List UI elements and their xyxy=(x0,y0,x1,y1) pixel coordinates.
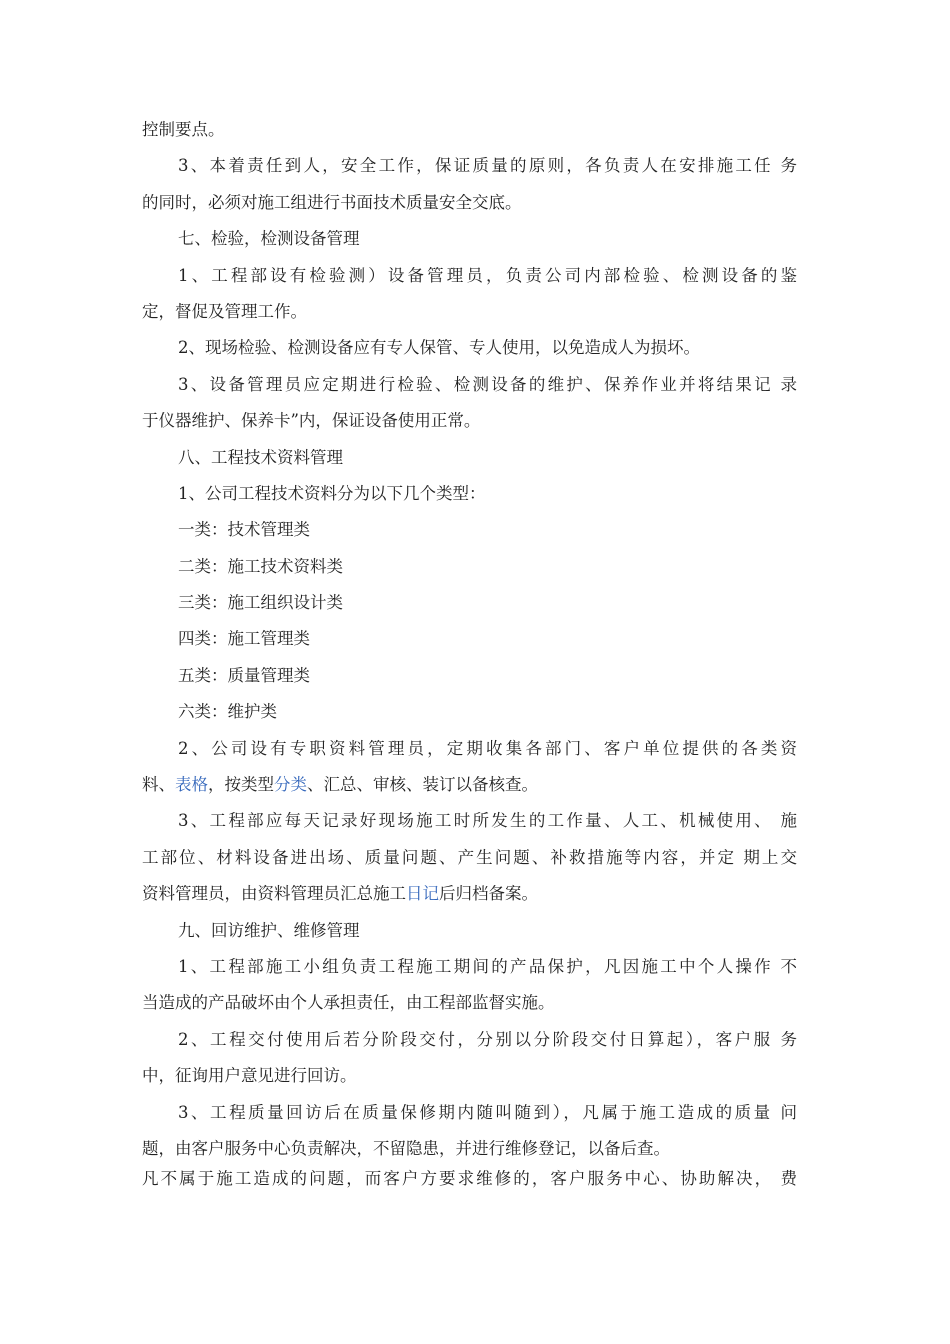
text-line xyxy=(142,1022,797,1058)
text-segment: 九、回访维护、维修管理 xyxy=(178,920,360,940)
text-segment: 一类：技术管理类 xyxy=(178,520,310,540)
text-segment: 二类：施工技术资料类 xyxy=(178,556,343,576)
text-segment: 、汇总、审核、装订以备核查。 xyxy=(307,775,538,795)
text-segment: 1、工程部设有检验测）设备管理员，负责公司内部检验、检测设备的鉴 xyxy=(178,265,797,285)
text-segment: 六类：维护类 xyxy=(178,702,277,722)
text-line xyxy=(142,221,797,257)
text-line xyxy=(142,767,797,803)
text-line xyxy=(142,876,797,912)
text-line xyxy=(142,913,797,949)
text-line xyxy=(142,1058,797,1094)
text-segment: 3、设备管理员应定期进行检验、检测设备的维护、保养作业并将结果记 录 xyxy=(178,374,797,394)
inline-link[interactable]: 日记 xyxy=(406,884,439,904)
text-line xyxy=(142,658,797,694)
text-segment: 2、现场检验、检测设备应有专人保管、专人使用，以免造成人为损坏。 xyxy=(178,338,700,358)
text-segment: 控制要点。 xyxy=(142,120,225,139)
text-line xyxy=(142,694,797,730)
text-segment: 八、工程技术资料管理 xyxy=(178,447,343,467)
text-line xyxy=(142,549,797,585)
text-segment: 3、本着责任到人，安全工作，保证质量的原则，各负责人在安排施工任 务 xyxy=(178,156,797,176)
text-segment: ，按类型 xyxy=(208,775,274,795)
text-line xyxy=(142,148,797,184)
text-segment: 1、公司工程技术资料分为以下几个类型： xyxy=(178,483,486,503)
text-line xyxy=(142,949,797,985)
text-segment: 1、工程部施工小组负责工程施工期间的产品保护，凡因施工中个人操作 不 xyxy=(178,956,797,976)
text-line xyxy=(142,330,797,366)
text-segment: 2、工程交付使用后若分阶段交付，分别以分阶段交付日算起），客户服 务 xyxy=(178,1029,797,1049)
text-line xyxy=(142,403,797,439)
text-line xyxy=(142,367,797,403)
text-segment: 定，督促及管理工作。 xyxy=(142,301,307,321)
text-line xyxy=(142,585,797,621)
text-segment: 五类：质量管理类 xyxy=(178,665,310,685)
text-segment: 凡不属于施工造成的问题，而客户方要求维修的，客户服务中心、协助解决， 费 xyxy=(142,1169,797,1189)
text-segment: 当造成的产品破坏由个人承担责任，由工程部监督实施。 xyxy=(142,993,555,1013)
text-line xyxy=(142,840,797,876)
inline-link[interactable]: 表格 xyxy=(175,775,208,795)
text-segment: 的同时，必须对施工组进行书面技术质量安全交底。 xyxy=(142,192,522,212)
text-line xyxy=(142,512,797,548)
document-page xyxy=(142,112,797,1204)
text-segment: 料、 xyxy=(142,775,175,795)
text-segment: 七、检验，检测设备管理 xyxy=(178,229,360,249)
text-segment: 工部位、材料设备进出场、质量问题、产生问题、补救措施等内容，并定 期上交 xyxy=(142,847,797,867)
text-segment: 资料管理员，由资料管理员汇总施工 xyxy=(142,884,406,904)
text-line xyxy=(142,1161,797,1197)
text-line xyxy=(142,294,797,330)
text-line xyxy=(142,985,797,1021)
text-segment: 四类：施工管理类 xyxy=(178,629,310,649)
text-segment: 中，征询用户意见进行回访。 xyxy=(142,1066,357,1086)
text-segment: 三类：施工组织设计类 xyxy=(178,593,343,613)
text-segment: 于仪器维护、保养卡”内，保证设备使用正常。 xyxy=(142,411,481,431)
text-line xyxy=(142,731,797,767)
text-segment: 3、工程部应每天记录好现场施工时所发生的工作量、人工、机械使用、 施 xyxy=(178,811,797,831)
text-line xyxy=(142,1095,797,1131)
text-line xyxy=(142,185,797,221)
inline-link[interactable]: 分类 xyxy=(274,775,307,795)
text-line xyxy=(142,258,797,294)
text-segment: 2、公司设有专职资料管理员，定期收集各部门、客户单位提供的各类资 xyxy=(178,738,797,758)
text-line xyxy=(142,803,797,839)
text-segment: 3、工程质量回访后在质量保修期内随叫随到），凡属于施工造成的质量 问 xyxy=(178,1102,797,1122)
text-line xyxy=(142,112,797,148)
text-line xyxy=(142,621,797,657)
text-segment: 题，由客户服务中心负责解决，不留隐患，并进行维修登记，以备后查。 xyxy=(142,1138,670,1158)
text-segment: 后归档备案。 xyxy=(439,884,538,904)
text-line xyxy=(142,440,797,476)
text-line xyxy=(142,476,797,512)
